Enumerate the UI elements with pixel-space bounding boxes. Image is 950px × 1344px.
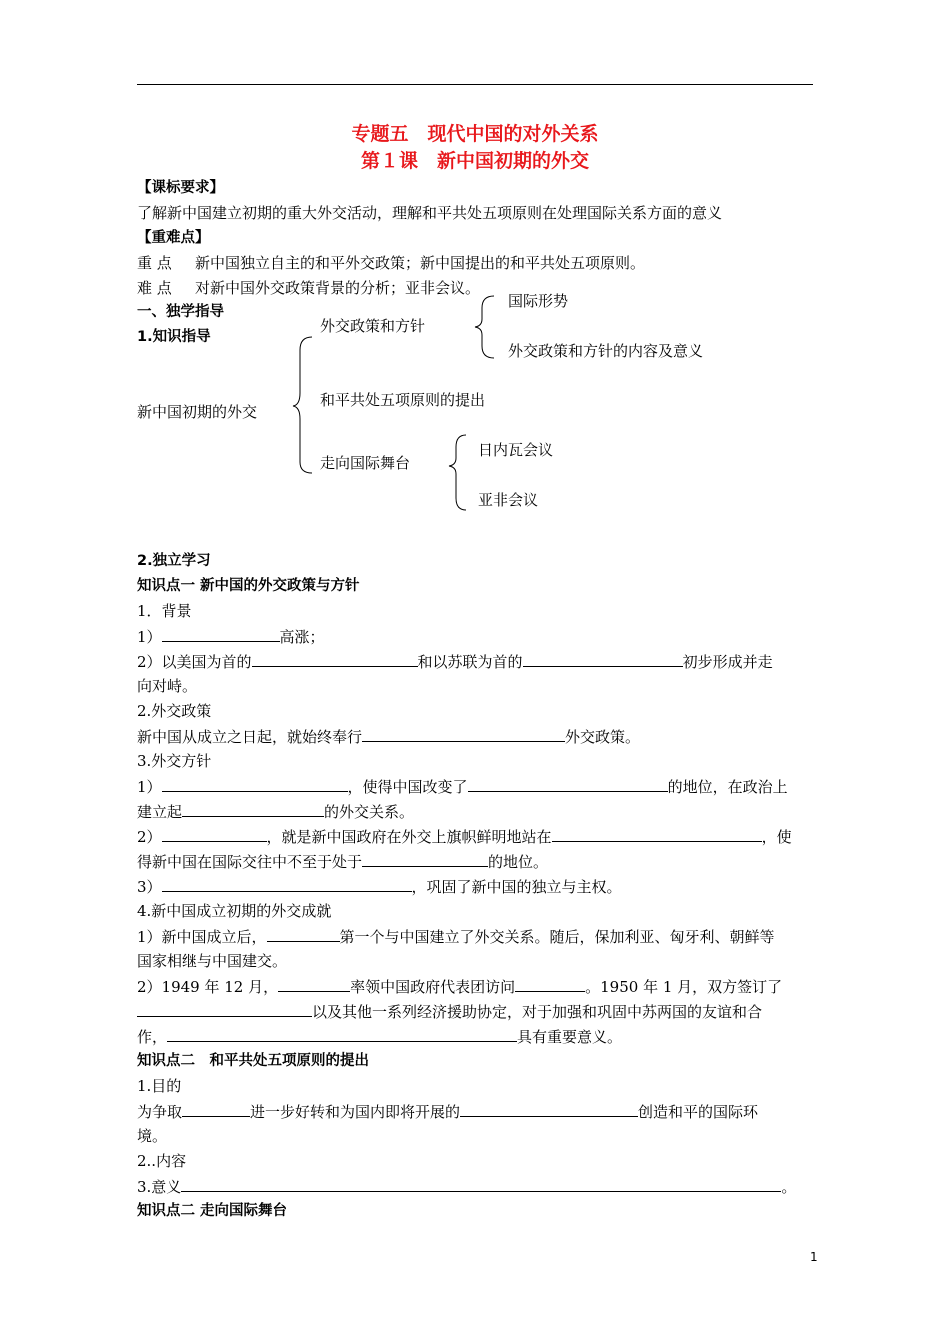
blank[interactable] (162, 826, 267, 842)
achievement-1: 1）新中国成立后， 第一个与中国建立了外交关系。随后，保加利亚、匈牙利、朝鲜等 (137, 928, 775, 946)
diagram-branch3-b: 亚非会议 (478, 491, 539, 509)
blank[interactable] (552, 826, 762, 842)
blank[interactable] (468, 776, 668, 792)
blank[interactable] (515, 976, 585, 992)
blank[interactable] (523, 651, 683, 667)
guide-sub1: 1.知识指导 (137, 329, 211, 345)
kp3-heading: 知识点二 走向国际舞台 (137, 1203, 288, 1219)
policy-line: 新中国从成立之日起，就始终奉行 外交政策。 (137, 728, 641, 746)
key-label: 重 点 (137, 254, 172, 272)
blank[interactable] (167, 1026, 517, 1042)
diagram-braces (0, 0, 950, 600)
requirements-heading: 【课标要求】 (137, 180, 224, 196)
bg-line1: 1） 高涨； (137, 628, 325, 646)
difficult-label: 难 点 (137, 279, 172, 297)
guideline-1b: 建立起 的外交关系。 (137, 803, 415, 821)
blank[interactable] (278, 976, 350, 992)
achievement-2c: 作， 具有重要意义。 (137, 1028, 623, 1046)
blank[interactable] (252, 651, 418, 667)
guideline-3: 3） ，巩固了新中国的独立与主权。 (137, 878, 622, 896)
purpose-heading: 1.目的 (137, 1077, 182, 1095)
meaning-line: 3.意义 。 (137, 1178, 797, 1196)
guide-heading: 一、独学指导 (137, 304, 224, 320)
achievements-heading: 4.新中国成立初期的外交成就 (137, 902, 332, 920)
diagram-branch3: 走向国际舞台 (320, 454, 411, 472)
branch3-brace (449, 435, 466, 510)
guideline-1: 1） ，使得中国改变了 的地位，在政治上 (137, 778, 788, 796)
branch1-brace (475, 296, 494, 358)
chapter-title: 专题五 现代中国的对外关系 (351, 123, 599, 145)
guideline-heading: 3.外交方针 (137, 752, 212, 770)
bg-line2: 2）以美国为首的 和以苏联为首的 初步形成并走 (137, 653, 773, 671)
blank[interactable] (182, 1101, 250, 1117)
purpose-line: 为争取 进一步好转和为国内即将开展的 创造和平的国际环 (137, 1103, 759, 1121)
achievement-2b: 以及其他一系列经济援助协定，对于加强和巩固中苏两国的友谊和合 (137, 1001, 762, 1022)
blank[interactable] (162, 626, 280, 642)
achievement-1b: 国家相继与中国建交。 (137, 952, 288, 970)
blank[interactable] (162, 876, 412, 892)
guideline-2: 2） ，就是新中国政府在外交上旗帜鲜明地站在 ，使 (137, 828, 792, 846)
difficult-text: 对新中国外交政策背景的分析；亚非会议。 (195, 279, 481, 297)
blank[interactable] (362, 851, 488, 867)
study-sub2: 2.独立学习 (137, 553, 211, 569)
policy-heading: 2.外交政策 (137, 702, 212, 720)
kp1-heading: 知识点一 新中国的外交政策与方针 (137, 578, 360, 594)
diagram-branch2: 和平共处五项原则的提出 (320, 391, 486, 409)
content-heading: 2..内容 (137, 1152, 187, 1170)
blank[interactable] (460, 1101, 638, 1117)
key-text: 新中国独立自主的和平外交政策；新中国提出的和平共处五项原则。 (195, 254, 646, 272)
diagram-branch1-a: 国际形势 (508, 292, 569, 310)
root-brace (293, 337, 312, 473)
background-heading: 1．背景 (137, 602, 192, 620)
diagram-branch3-a: 日内瓦会议 (478, 441, 554, 459)
blank[interactable] (181, 1176, 781, 1192)
page-number: 1 (810, 1250, 818, 1264)
diagram-root: 新中国初期的外交 (137, 403, 258, 421)
keypoints-heading: 【重难点】 (137, 230, 210, 246)
blank[interactable] (137, 1001, 312, 1017)
kp2-heading: 知识点二 和平共处五项原则的提出 (137, 1053, 369, 1069)
requirements-text: 了解新中国建立初期的重大外交活动，理解和平共处五项原则在处理国际关系方面的意义 (137, 204, 723, 222)
achievement-2: 2）1949 年 12 月， 率领中国政府代表团访问 。1950 年 1 月，双方签订了 (137, 978, 783, 996)
blank[interactable] (162, 776, 348, 792)
bg-line3: 向对峙。 (137, 677, 198, 695)
blank[interactable] (362, 726, 565, 742)
purpose-line2: 境。 (137, 1127, 168, 1145)
lesson-title: 第１课 新中国初期的外交 (360, 150, 589, 172)
blank[interactable] (182, 801, 324, 817)
guideline-2b: 得新中国在国际交往中不至于处于 的地位。 (137, 853, 549, 871)
diagram-branch1-b: 外交政策和方针的内容及意义 (508, 342, 704, 360)
diagram-branch1: 外交政策和方针 (320, 317, 426, 335)
blank[interactable] (267, 926, 340, 942)
